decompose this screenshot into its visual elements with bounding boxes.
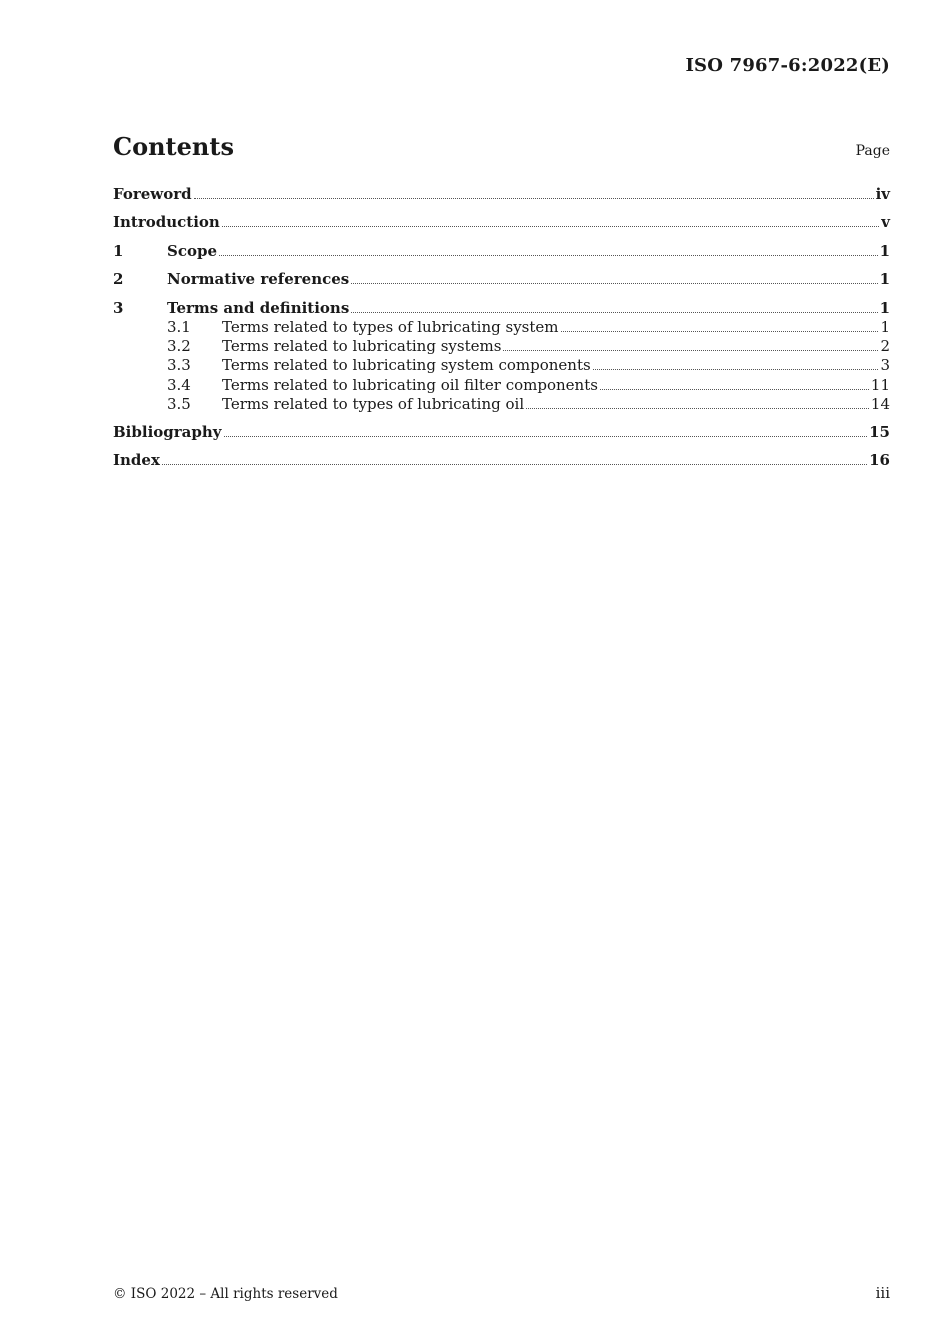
dot-leader <box>593 368 879 370</box>
dot-leader <box>600 388 869 390</box>
toc-entry-number: 3.2 <box>167 337 191 356</box>
toc-entry-index[interactable] <box>113 450 890 469</box>
toc-entry-page: 1 <box>880 317 890 336</box>
dot-leader <box>222 225 879 227</box>
toc-entry-foreword[interactable] <box>113 184 890 203</box>
toc-entry-page: iv <box>875 185 890 203</box>
toc-entry-page: 3 <box>880 356 890 375</box>
table-of-contents <box>113 184 890 469</box>
document-id: ISO 7967-6:2022(E) <box>685 55 890 76</box>
toc-entry-scope[interactable] <box>113 241 890 260</box>
toc-subentry-3-4[interactable] <box>113 374 890 393</box>
toc-entry-number: 2 <box>113 270 124 288</box>
toc-entry-terms-and-definitions[interactable] <box>113 298 890 317</box>
toc-entry-page: 14 <box>870 394 890 413</box>
toc-entry-number: 3.4 <box>167 375 191 394</box>
dot-leader <box>194 197 874 199</box>
toc-entry-label: Introduction <box>113 213 220 231</box>
dot-leader <box>503 349 878 351</box>
dot-leader <box>351 282 877 284</box>
dot-leader <box>351 311 877 313</box>
copyright-notice: © ISO 2022 – All rights reserved <box>113 1286 338 1302</box>
page-column-label: Page <box>855 143 890 159</box>
toc-entry-page: 16 <box>869 451 890 470</box>
toc-entry-page: 11 <box>870 375 890 394</box>
toc-entry-page: 15 <box>869 422 890 441</box>
toc-subentry-3-1[interactable] <box>113 317 890 336</box>
toc-entry-normative-references[interactable] <box>113 269 890 288</box>
toc-entry-page: 2 <box>880 337 890 356</box>
toc-entry-number: 3.5 <box>167 394 191 413</box>
toc-entry-number: 3 <box>113 298 124 317</box>
contents-title: Contents <box>113 132 234 161</box>
toc-entry-label: Terms related to lubricating systems <box>222 337 502 356</box>
toc-entry-bibliography[interactable] <box>113 422 890 441</box>
toc-entry-label: Terms related to lubricating system components <box>222 356 591 375</box>
toc-entry-label: Bibliography <box>113 422 222 441</box>
toc-entry-number: 1 <box>113 241 124 260</box>
dot-leader <box>162 463 867 465</box>
toc-entry-page: v <box>881 213 890 231</box>
toc-entry-label: Terms related to types of lubricating oil <box>222 394 525 413</box>
toc-subentry-3-3[interactable] <box>113 355 890 374</box>
toc-entry-number: 3.3 <box>167 356 191 375</box>
toc-entry-page: 1 <box>879 270 890 288</box>
toc-entry-label: Normative references <box>167 270 350 288</box>
toc-subentry-3-2[interactable] <box>113 336 890 355</box>
toc-entry-label: Scope <box>167 241 218 260</box>
page-number: iii <box>875 1284 890 1302</box>
dot-leader <box>224 435 868 437</box>
toc-entry-introduction[interactable] <box>113 212 890 231</box>
toc-entry-page: 1 <box>879 241 890 260</box>
toc-entry-label: Terms and definitions <box>167 298 350 317</box>
toc-entry-page: 1 <box>879 298 890 317</box>
toc-entry-label: Index <box>113 451 160 470</box>
dot-leader <box>526 407 869 409</box>
dot-leader <box>561 330 879 332</box>
dot-leader <box>219 254 878 256</box>
toc-subentry-3-5[interactable] <box>113 394 890 413</box>
toc-entry-label: Terms related to types of lubricating system <box>222 317 559 336</box>
toc-entry-label: Terms related to lubricating oil filter components <box>222 375 598 394</box>
toc-entry-number: 3.1 <box>167 317 191 336</box>
toc-entry-label: Foreword <box>113 185 192 203</box>
